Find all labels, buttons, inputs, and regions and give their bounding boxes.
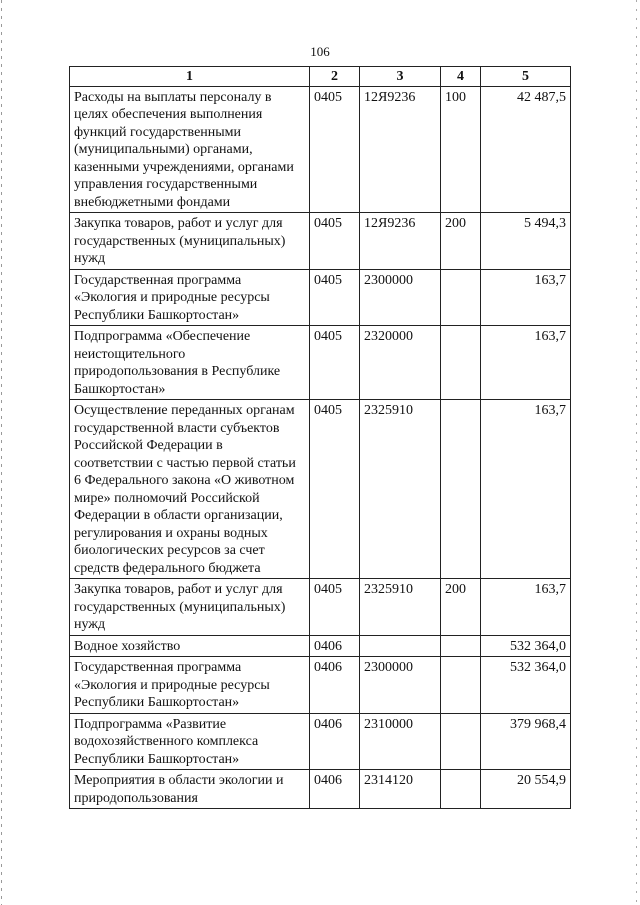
- table-header-row: [70, 67, 571, 87]
- cell-target-code: 2314120: [360, 770, 441, 809]
- cell-amount: 42 487,5: [481, 86, 571, 213]
- table-row: [70, 635, 571, 657]
- cell-section-code: 0405: [310, 86, 360, 213]
- cell-target-code: [360, 635, 441, 657]
- cell-name: Водное хозяйство: [70, 635, 310, 657]
- cell-section-code: 0406: [310, 713, 360, 770]
- cell-target-code: 2310000: [360, 713, 441, 770]
- cell-name: Государственная программа «Экология и природные ресурсы Республики Башкортостан»: [70, 269, 310, 326]
- cell-target-code: 2325910: [360, 579, 441, 636]
- cell-section-code: 0405: [310, 326, 360, 400]
- cell-section-code: 0405: [310, 269, 360, 326]
- cell-section-code: 0405: [310, 213, 360, 270]
- cell-expense-type: 100: [441, 86, 481, 213]
- cell-target-code: 2320000: [360, 326, 441, 400]
- cell-expense-type: 200: [441, 579, 481, 636]
- page-number: 106: [310, 44, 330, 59]
- cell-name: Закупка товаров, работ и услуг для государственных (муниципальных) нужд: [70, 579, 310, 636]
- header-col-5: 5: [481, 67, 571, 87]
- cell-amount: 5 494,3: [481, 213, 571, 270]
- cell-expense-type: [441, 269, 481, 326]
- cell-name: Подпрограмма «Развитие водохозяйственного комплекса Республики Башкортостан»: [70, 713, 310, 770]
- cell-amount: 532 364,0: [481, 657, 571, 714]
- cell-amount: 20 554,9: [481, 770, 571, 809]
- cell-name: Подпрограмма «Обеспечение неистощительного природопользования в Республике Башкортостан»: [70, 326, 310, 400]
- cell-amount: 163,7: [481, 400, 571, 579]
- cell-section-code: 0405: [310, 579, 360, 636]
- table-row: [70, 770, 571, 809]
- table-row: [70, 86, 571, 213]
- table-row: [70, 579, 571, 636]
- cell-amount: 163,7: [481, 579, 571, 636]
- header-col-4: 4: [441, 67, 481, 87]
- cell-expense-type: [441, 326, 481, 400]
- cell-target-code: 2300000: [360, 269, 441, 326]
- cell-section-code: 0406: [310, 657, 360, 714]
- cell-name: Мероприятия в области экологии и природопользования: [70, 770, 310, 809]
- cell-target-code: 12Я9236: [360, 86, 441, 213]
- budget-table: [69, 66, 571, 809]
- header-col-2: 2: [310, 67, 360, 87]
- cell-target-code: 12Я9236: [360, 213, 441, 270]
- cell-section-code: 0406: [310, 635, 360, 657]
- cell-target-code: 2325910: [360, 400, 441, 579]
- cell-target-code: 2300000: [360, 657, 441, 714]
- header-col-3: 3: [360, 67, 441, 87]
- cell-amount: 532 364,0: [481, 635, 571, 657]
- header-col-1: 1: [70, 67, 310, 87]
- table-body: [70, 86, 571, 809]
- cell-expense-type: 200: [441, 213, 481, 270]
- table-row: [70, 269, 571, 326]
- cell-expense-type: [441, 713, 481, 770]
- cell-section-code: 0405: [310, 400, 360, 579]
- table-row: [70, 400, 571, 579]
- cell-expense-type: [441, 400, 481, 579]
- cell-amount: 163,7: [481, 269, 571, 326]
- scan-edge-left: [1, 0, 2, 905]
- table-row: [70, 713, 571, 770]
- table-row: [70, 326, 571, 400]
- cell-name: Осуществление переданных органам государственной власти субъектов Российской Федерации в соответствии с частью первой статьи 6 Федерального закона «О животном мире» полномочий Российской Федерации в области организации, регулирования и охраны водных биологических ресурсов за счет средств федерального бюджета: [70, 400, 310, 579]
- cell-name: Закупка товаров, работ и услуг для государственных (муниципальных) нужд: [70, 213, 310, 270]
- cell-section-code: 0406: [310, 770, 360, 809]
- cell-name: Государственная программа «Экология и природные ресурсы Республики Башкортостан»: [70, 657, 310, 714]
- table-row: [70, 213, 571, 270]
- cell-expense-type: [441, 657, 481, 714]
- cell-expense-type: [441, 635, 481, 657]
- cell-name: Расходы на выплаты персоналу в целях обеспечения выполнения функций государственными (муниципальными) органами, казенными учреждениями, органами управления государственными внебюджетными фондами: [70, 86, 310, 213]
- cell-amount: 163,7: [481, 326, 571, 400]
- cell-expense-type: [441, 770, 481, 809]
- scan-edge-right: [636, 0, 637, 905]
- cell-amount: 379 968,4: [481, 713, 571, 770]
- table-row: [70, 657, 571, 714]
